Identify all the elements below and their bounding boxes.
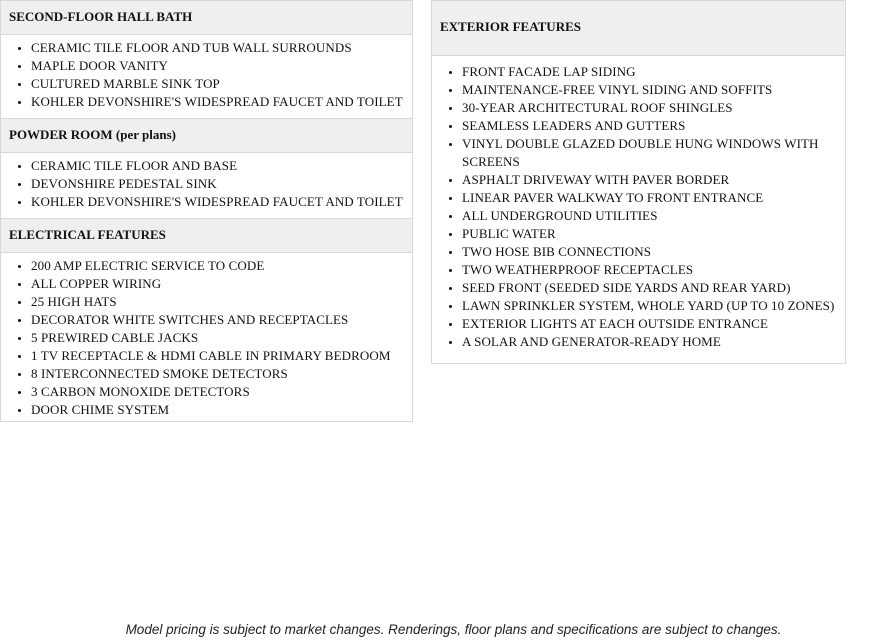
list-item: • CERAMIC TILE FLOOR AND BASE — [31, 157, 404, 175]
list-item: • CULTURED MARBLE SINK TOP — [31, 75, 404, 93]
list-item: • KOHLER DEVONSHIRE'S WIDESPREAD FAUCET AND TOILET — [31, 193, 404, 211]
list-item: • DEVONSHIRE PEDESTAL SINK — [31, 175, 404, 193]
list-item: • SEED FRONT (SEEDED SIDE YARDS AND REAR YARD) — [462, 279, 837, 297]
list-item: • ALL COPPER WIRING — [31, 275, 404, 293]
list-item: • 30-YEAR ARCHITECTURAL ROOF SHINGLES — [462, 99, 837, 117]
list-item: • MAPLE DOOR VANITY — [31, 57, 404, 75]
section-second-floor-hall-bath — [0, 0, 413, 119]
pricing-disclaimer: Model pricing is subject to market changes. Renderings, floor plans and specifications are subject to changes. — [125, 622, 782, 637]
list-item: • VINYL DOUBLE GLAZED DOUBLE HUNG WINDOWS WITH SCREENS — [462, 135, 837, 171]
list-item: • 25 HIGH HATS — [31, 293, 404, 311]
right-column — [431, 0, 846, 364]
feature-list — [1, 35, 412, 118]
section-title: EXTERIOR FEATURES — [432, 1, 845, 56]
section-exterior-features — [431, 0, 846, 364]
list-item: • A SOLAR AND GENERATOR-READY HOME — [462, 333, 837, 351]
feature-list — [432, 56, 845, 363]
list-item: • 200 AMP ELECTRIC SERVICE TO CODE — [31, 257, 404, 275]
list-item: • MAINTENANCE-FREE VINYL SIDING AND SOFFITS — [462, 81, 837, 99]
list-item: • TWO WEATHERPROOF RECEPTACLES — [462, 261, 837, 279]
left-column — [0, 0, 413, 422]
list-item: • 1 TV RECEPTACLE & HDMI CABLE IN PRIMARY BEDROOM — [31, 347, 404, 365]
list-item: • EXTERIOR LIGHTS AT EACH OUTSIDE ENTRANCE — [462, 315, 837, 333]
list-item: • DOOR CHIME SYSTEM — [31, 401, 404, 419]
list-item: • TWO HOSE BIB CONNECTIONS — [462, 243, 837, 261]
list-item: • SEAMLESS LEADERS AND GUTTERS — [462, 117, 837, 135]
list-item: • 5 PREWIRED CABLE JACKS — [31, 329, 404, 347]
feature-list — [1, 253, 412, 421]
list-item: • KOHLER DEVONSHIRE'S WIDESPREAD FAUCET AND TOILET — [31, 93, 404, 111]
list-item: • 3 CARBON MONOXIDE DETECTORS — [31, 383, 404, 401]
section-electrical-features — [0, 219, 413, 422]
list-item: • LINEAR PAVER WALKWAY TO FRONT ENTRANCE — [462, 189, 837, 207]
list-item: • CERAMIC TILE FLOOR AND TUB WALL SURROUNDS — [31, 39, 404, 57]
list-item: • LAWN SPRINKLER SYSTEM, WHOLE YARD (UP TO 10 ZONES) — [462, 297, 837, 315]
section-title: POWDER ROOM (per plans) — [1, 119, 412, 153]
section-title: ELECTRICAL FEATURES — [1, 219, 412, 253]
list-item: • PUBLIC WATER — [462, 225, 837, 243]
section-powder-room — [0, 119, 413, 219]
list-item: • ASPHALT DRIVEWAY WITH PAVER BORDER — [462, 171, 837, 189]
list-item: • FRONT FACADE LAP SIDING — [462, 63, 837, 81]
section-title: SECOND-FLOOR HALL BATH — [1, 1, 412, 35]
list-item: • DECORATOR WHITE SWITCHES AND RECEPTACLES — [31, 311, 404, 329]
list-item: • ALL UNDERGROUND UTILITIES — [462, 207, 837, 225]
feature-list — [1, 153, 412, 218]
list-item: • 8 INTERCONNECTED SMOKE DETECTORS — [31, 365, 404, 383]
